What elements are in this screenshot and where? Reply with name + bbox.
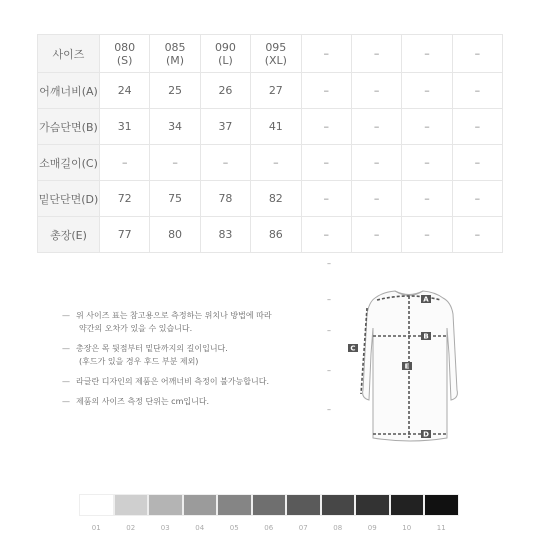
note-item xyxy=(62,309,332,335)
table-cell: – xyxy=(301,73,351,109)
table-cell: – xyxy=(301,109,351,145)
size-column-header: – xyxy=(402,35,452,73)
note-item xyxy=(62,375,332,388)
table-row xyxy=(38,217,503,253)
color-swatch xyxy=(252,494,287,516)
note-line: (후드가 있을 경우 후드 부분 제외) xyxy=(79,357,199,366)
size-column-header: 080 (S) xyxy=(100,35,150,73)
color-swatch xyxy=(114,494,149,516)
table-cell: – xyxy=(301,145,351,181)
color-swatch-label: 11 xyxy=(436,524,446,532)
color-swatch xyxy=(217,494,252,516)
size-column-header: – xyxy=(301,35,351,73)
measurement-label: 가슴단면(B) xyxy=(38,109,100,145)
table-corner-header: 사이즈 xyxy=(38,35,100,73)
table-row xyxy=(38,109,503,145)
table-cell: – xyxy=(251,145,301,181)
table-cell: – xyxy=(200,145,250,181)
color-swatch-label: 05 xyxy=(229,524,239,532)
table-cell: 25 xyxy=(150,73,200,109)
table-cell: 24 xyxy=(100,73,150,109)
table-cell: – xyxy=(301,217,351,253)
table-cell: 78 xyxy=(200,181,250,217)
table-cell: – xyxy=(452,109,502,145)
side-mark: – xyxy=(327,295,331,304)
note-line: — 제품의 사이즈 측정 단위는 cm입니다. xyxy=(62,395,332,408)
note-line: — 라글란 디자인의 제품은 어깨너비 측정이 불가능합니다. xyxy=(62,375,332,388)
label-b: B xyxy=(423,332,429,341)
table-row xyxy=(38,73,503,109)
table-cell: – xyxy=(351,145,401,181)
table-cell: 34 xyxy=(150,109,200,145)
color-swatch-label: 03 xyxy=(160,524,170,532)
table-cell: – xyxy=(351,181,401,217)
color-swatch xyxy=(183,494,218,516)
table-cell: 27 xyxy=(251,73,301,109)
table-cell: – xyxy=(351,109,401,145)
color-swatch-label: 01 xyxy=(91,524,101,532)
table-cell: – xyxy=(351,217,401,253)
side-mark: – xyxy=(327,326,331,335)
table-cell: 37 xyxy=(200,109,250,145)
size-column-header: – xyxy=(452,35,502,73)
color-swatch xyxy=(355,494,390,516)
note-item xyxy=(62,342,332,368)
table-header-row xyxy=(38,35,503,73)
size-column-header: 085 (M) xyxy=(150,35,200,73)
table-cell: 26 xyxy=(200,73,250,109)
color-swatch-label: 09 xyxy=(367,524,377,532)
color-swatch xyxy=(79,494,114,516)
label-a: A xyxy=(423,295,429,304)
color-swatch xyxy=(424,494,459,516)
note-line: 약간의 오차가 있을 수 있습니다. xyxy=(79,324,193,333)
measurement-label: 소매길이(C) xyxy=(38,145,100,181)
table-cell: – xyxy=(402,145,452,181)
note-item xyxy=(62,395,332,408)
size-column-header: 090 (L) xyxy=(200,35,250,73)
measurement-label: 밑단단면(D) xyxy=(38,181,100,217)
table-cell: – xyxy=(402,181,452,217)
color-swatches xyxy=(79,494,459,516)
note-line: — 총장은 목 뒷점부터 밑단까지의 길이입니다. xyxy=(62,342,332,355)
color-swatch-labels xyxy=(79,524,459,532)
table-cell: – xyxy=(452,73,502,109)
color-swatch-label: 04 xyxy=(195,524,205,532)
table-cell: – xyxy=(402,109,452,145)
color-swatch-label: 07 xyxy=(298,524,308,532)
table-cell: – xyxy=(452,217,502,253)
table-cell: 86 xyxy=(251,217,301,253)
table-cell: – xyxy=(452,181,502,217)
table-cell: 80 xyxy=(150,217,200,253)
garment-diagram xyxy=(323,262,483,452)
label-d: D xyxy=(423,430,429,439)
note-line: — 위 사이즈 표는 참고용으로 측정하는 위치나 방법에 따라 xyxy=(62,309,332,322)
table-row xyxy=(38,145,503,181)
side-mark: – xyxy=(327,366,331,375)
table-cell: – xyxy=(351,73,401,109)
table-cell: 82 xyxy=(251,181,301,217)
measurement-label: 총장(E) xyxy=(38,217,100,253)
table-cell: – xyxy=(301,181,351,217)
color-swatch xyxy=(148,494,183,516)
color-swatch xyxy=(321,494,356,516)
table-cell: 72 xyxy=(100,181,150,217)
table-cell: 31 xyxy=(100,109,150,145)
size-column-header: 095 (XL) xyxy=(251,35,301,73)
measurement-label: 어깨너비(A) xyxy=(38,73,100,109)
size-column-header: – xyxy=(351,35,401,73)
side-marks xyxy=(327,262,331,414)
color-swatch-label: 08 xyxy=(333,524,343,532)
size-table xyxy=(37,34,503,253)
color-swatch-label: 02 xyxy=(126,524,136,532)
table-cell: 75 xyxy=(150,181,200,217)
table-cell: – xyxy=(452,145,502,181)
table-cell: 41 xyxy=(251,109,301,145)
table-cell: – xyxy=(402,73,452,109)
table-cell: – xyxy=(100,145,150,181)
color-swatch xyxy=(286,494,321,516)
label-e: E xyxy=(404,362,410,371)
side-mark: – xyxy=(327,405,331,414)
color-swatch-label: 06 xyxy=(264,524,274,532)
color-swatch xyxy=(390,494,425,516)
label-c: C xyxy=(350,344,356,353)
table-cell: 83 xyxy=(200,217,250,253)
table-cell: – xyxy=(150,145,200,181)
table-cell: 77 xyxy=(100,217,150,253)
side-mark: – xyxy=(327,262,331,268)
table-cell: – xyxy=(402,217,452,253)
table-row xyxy=(38,181,503,217)
color-swatch-label: 10 xyxy=(402,524,412,532)
size-notes xyxy=(62,309,332,415)
